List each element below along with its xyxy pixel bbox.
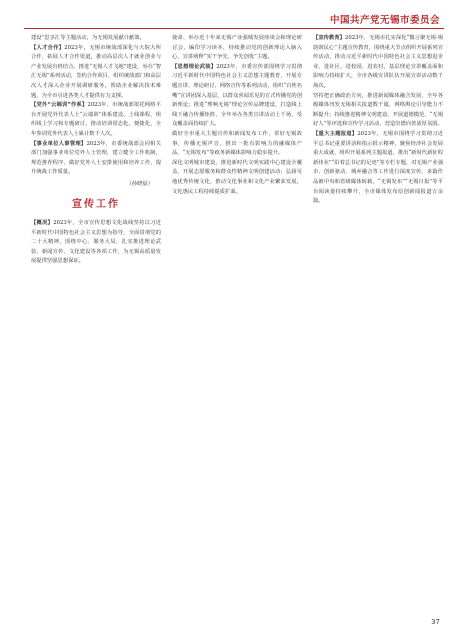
entry-theory-study — [172, 63, 302, 130]
author-signature: （孙晓晨） — [126, 180, 153, 187]
entry-body: 2023年，市统战部依托网络平台开展党外代表人士“云端训”体系建设，上线课程，组织线上学习和专题研讨，推动培训常态化、便捷化，全年参训党外代表人士累计数千人次。 — [31, 102, 161, 137]
section-title: 宣传工作 — [72, 198, 120, 210]
text-column-left — [31, 34, 161, 604]
running-header-title: 中国共产党无锡市委员会 — [329, 15, 440, 26]
entry-talent-cooperation — [31, 44, 161, 102]
entry-cloud-training — [31, 101, 161, 139]
text-column-middle — [172, 34, 302, 604]
entry-body: 2023年，无锡市统战部深化与大院大所合作，拓展人才合作渠道，推动高层次人才就业创业与产业发展有机结合。推进“无锡人才飞地”建设，举办“智汇无锡”系列活动，签约合作项目，组织统战部门和高层次人才深入企业开展调研服务，帮助企业解决技术难题，为全市引进各类人才提供有力支撑。 — [31, 44, 161, 99]
entry-public-institution — [31, 140, 161, 178]
entry-body: 2023年，全市宣传思想文化战线坚持以习近平新时代中国特色社会主义思想为指导，全面贯彻党的二十大精神，围绕中心、服务大局，扎实推进理论武装、新闻宣传、文化建设等各项工作，为无锡高质量发展提供坚强思想保证。 — [31, 220, 161, 265]
paragraph: 做好全市重大主题宣传和新闻发布工作，讲好无锡故事，传播无锡声音，推出一批有影响力的融媒体产品，“无锡发布”等政务新媒体影响力稳步提升。 — [172, 130, 302, 157]
paragraph-continued: 使命、举办近十年来无锡产业强城发展座谈会和理论研讨会，编印学习读本，持续推动党的创新理论入脑入心，宣讲阐释“实干争先、争先创优”主题。 — [172, 35, 302, 61]
entry-overview — [31, 219, 161, 267]
entry-major-reports — [313, 130, 443, 207]
paragraph: 坚持把正确政治方向，推进新闻媒体融合发展，全年各级媒体刊发无锡相关报道数千篇，网络舆论引导能力不断提升；持续推进精神文明建设，开展道德模范、“无锡好人”等评选和宣传学习活动，营造崇德向善浓厚氛围。 — [313, 92, 443, 128]
page-number: 37 — [431, 618, 440, 626]
paragraph-continued: 建设”思享汇等主题活动，为无锡发展献计献策。 — [31, 35, 145, 41]
entry-heading: 【概况】 — [31, 220, 54, 227]
header-rule — [24, 28, 444, 29]
text-column-right — [313, 34, 443, 604]
entry-heading: 【党外“云端训”作系】 — [31, 102, 88, 109]
entry-heading: 【重大主题报道】 — [313, 130, 358, 137]
entry-body: 2023年，无锡市扎实深化“微言聚无锡·锡韵润民心”主题宣传教育，围绕重大节点组织开展系列宣传活动，推动习近平新时代中国特色社会主义思想进企业、进社区、进校园、进农村，基层理论宣讲覆盖面和影响力持续扩大，全市各级宣讲队伍开展宣讲活动数千场次。 — [313, 35, 443, 89]
entry-body: 2023年，市委统战部会同相关部门加强事业单位党外人士管理，建立健全工作机制，规范推荐程序，做好党外人士安排使用和培养工作，提升统战工作质量。 — [31, 140, 161, 176]
entry-body: 2023年，市委宣传部围绕学习贯彻习近平新时代中国特色社会主义思想主题教育，开展专题宣讲、理论研讨、网络宣传等系列活动，组织“百姓名嘴”宣讲团深入基层，以群众喜闻乐见的方式传播党的创新理论；推进“理响无锡”理论宣传品牌建设，打造线上线下融合传播矩阵，全年举办各类宣讲活动上千场，受众覆盖面持续扩大。 — [172, 63, 302, 128]
entry-publicity-education — [313, 34, 443, 92]
entry-heading: 【宣传教育】 — [313, 35, 346, 41]
entry-heading: 【思想理论武装】 — [172, 63, 217, 70]
entry-heading: 【人才合作】 — [31, 44, 65, 51]
entry-heading: 【事业单位人事管理】 — [31, 140, 87, 147]
entry-body: 2023年，无锡市围绕学习贯彻习近平总书记重要讲话和指示批示精神，聚焦经济社会发展重大成就，组织开展系列主题报道，推出“新时代新征程新伟业”“沿着总书记的足迹”等专栏专题，对无锡产业强市、创新驱动、城乡融合等工作进行深度宣传，多篇作品被中央和省级媒体转载，“无锡发布”“无锡日报”等平台阅读量持续攀升，全市媒体发布原创新闻报道万余篇。 — [313, 130, 443, 205]
paragraph: 深化文明城市建设，推进新时代文明实践中心建设全覆盖，开展志愿服务和群众性精神文明创建活动；弘扬吴地优秀传统文化，推动文化事业和文化产业繁荣发展，文化惠民工程持续提质扩面。 — [172, 159, 302, 195]
